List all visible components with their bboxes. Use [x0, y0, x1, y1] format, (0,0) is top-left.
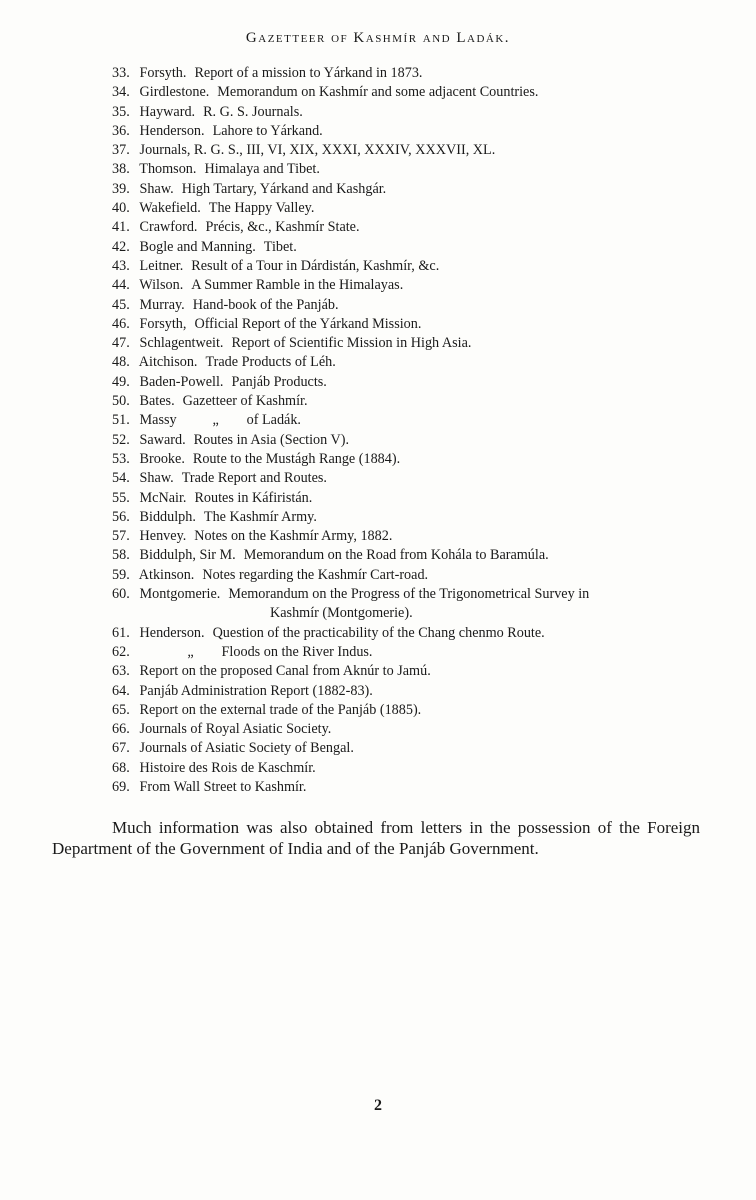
reference-item [112, 739, 712, 758]
closing-paragraph: Much information was also obtained from letters in the possession of the Foreign Department of the Government of India and of the Panjáb Government. [52, 818, 700, 858]
reference-title: Memorandum on Kashmír and some adjacent Countries. [217, 84, 539, 101]
reference-number: 65. [112, 701, 130, 718]
reference-author: Crawford. [139, 219, 198, 236]
reference-title: Gazetteer of Kashmír. [182, 393, 308, 410]
reference-number: 35. [112, 103, 130, 120]
reference-author: Biddulph, Sir M. [139, 547, 236, 564]
reference-number: 44. [112, 277, 130, 294]
reference-author: Journals of Asiatic Society of Bengal. [139, 740, 354, 757]
reference-title: Hand-book of the Panjáb. [192, 296, 339, 313]
reference-item [112, 315, 712, 334]
reference-title: Lahore to Yárkand. [212, 122, 323, 139]
reference-title: Official Report of the Yárkand Mission. [194, 315, 422, 332]
reference-number: 67. [112, 740, 130, 757]
reference-title: Précis, &c., Kashmír State. [205, 219, 360, 236]
reference-number: 54. [112, 470, 130, 487]
reference-number: 61. [112, 624, 130, 641]
reference-title: of Ladák. [246, 412, 301, 429]
reference-author: Schlagentweit. [139, 335, 224, 352]
reference-title: Himalaya and Tibet. [204, 161, 320, 178]
reference-author: Massy [139, 412, 177, 429]
reference-author: Leitner. [139, 257, 184, 274]
reference-item [112, 759, 712, 778]
reference-title: A Summer Ramble in the Himalayas. [191, 277, 404, 294]
reference-item [112, 662, 712, 681]
reference-author: Biddulph. [139, 508, 196, 525]
reference-author: From Wall Street to Kashmír. [139, 778, 307, 795]
reference-item [112, 508, 712, 527]
reference-item [112, 160, 712, 179]
reference-number: 63. [112, 663, 130, 680]
reference-item [112, 682, 712, 701]
reference-author: Panjáb Administration Report (1882-83). [139, 682, 373, 699]
page-number: 2 [374, 1097, 382, 1114]
reference-author: Henderson. [139, 624, 205, 641]
reference-number: 41. [112, 219, 130, 236]
reference-author: Bogle and Manning. [139, 238, 256, 255]
reference-title: High Tartary, Yárkand and Kashgár. [181, 180, 387, 197]
reference-number: 36. [112, 122, 130, 139]
reference-item [112, 469, 712, 488]
reference-item [112, 122, 712, 141]
reference-title: Route to the Mustágh Range (1884). [192, 450, 401, 467]
reference-author: Brooke. [139, 450, 185, 467]
reference-author: Shaw. [139, 470, 174, 487]
reference-title: R. G. S. Journals. [203, 103, 303, 120]
reference-number: 39. [112, 180, 130, 197]
reference-item [112, 585, 712, 624]
reference-item [112, 180, 712, 199]
reference-author: Wakefield. [139, 200, 201, 217]
reference-title: Trade Report and Routes. [181, 470, 327, 487]
reference-number: 47. [112, 335, 130, 352]
reference-author: Saward. [139, 431, 186, 448]
reference-author: Henderson. [139, 122, 205, 139]
reference-number: 60. [112, 586, 130, 603]
reference-author: Girdlestone. [139, 84, 210, 101]
reference-number: 34. [112, 84, 130, 101]
ditto-mark: „ [187, 643, 194, 660]
reference-number: 33. [112, 65, 130, 81]
reference-author: Bates. [139, 393, 175, 410]
reference-title: Question of the practicability of the Chang chenmo Route. [212, 624, 545, 641]
reference-item [112, 566, 712, 585]
reference-title: Routes in Asia (Section V). [193, 431, 350, 448]
reference-item [112, 489, 712, 508]
reference-item [112, 199, 712, 218]
reference-number: 38. [112, 161, 130, 178]
reference-author: Henvey. [139, 528, 187, 545]
reference-author: Forsyth, [139, 315, 187, 332]
reference-number: 58. [112, 547, 130, 564]
reference-author: Report on the external trade of the Panjáb (1885). [139, 701, 422, 718]
reference-item [112, 276, 712, 295]
reference-number: 50. [112, 393, 130, 410]
reference-item [112, 431, 712, 450]
reference-number: 51. [112, 412, 130, 429]
reference-number: 53. [112, 450, 130, 467]
reference-title: Trade Products of Léh. [205, 354, 336, 371]
reference-title: The Kashmír Army. [203, 508, 317, 525]
reference-number: 66. [112, 721, 130, 738]
reference-number: 69. [112, 778, 130, 795]
reference-author: McNair. [139, 489, 187, 506]
reference-author: Wilson. [139, 277, 184, 294]
reference-title: Memorandum on the Road from Kohála to Baramúla. [243, 547, 549, 564]
reference-title: Floods on the River Indus. [221, 643, 373, 660]
reference-item [112, 353, 712, 372]
running-head: Gazetteer of Kashmír and Ladák. [245, 30, 511, 46]
reference-item [112, 527, 712, 546]
reference-item [112, 778, 712, 797]
reference-number: 55. [112, 489, 130, 506]
reference-item [112, 334, 712, 353]
reference-author: Thomson. [139, 161, 197, 178]
reference-title: Panjáb Products. [231, 373, 327, 390]
reference-item [112, 141, 712, 160]
reference-item [112, 218, 712, 237]
reference-number: 68. [112, 759, 130, 776]
reference-author: Murray. [139, 296, 185, 313]
reference-item [112, 624, 712, 643]
reference-item [112, 701, 712, 720]
reference-number: 46. [112, 315, 130, 332]
reference-number: 49. [112, 373, 130, 390]
reference-title: Memorandum on the Progress of the Trigonometrical Survey in [228, 586, 590, 603]
reference-title: Routes in Káfiristán. [194, 489, 313, 506]
reference-item [112, 238, 712, 257]
reference-number: 59. [112, 566, 130, 583]
reference-number: 40. [112, 200, 130, 217]
reference-item [112, 411, 712, 430]
reference-number: 64. [112, 682, 130, 699]
reference-number: 57. [112, 528, 130, 545]
reference-number: 56. [112, 508, 130, 525]
reference-title: Notes on the Kashmír Army, 1882. [194, 528, 393, 545]
reference-number: 42. [112, 238, 130, 255]
ditto-mark: „ [212, 412, 219, 429]
reference-list [112, 64, 712, 797]
reference-item [112, 257, 712, 276]
reference-title: Result of a Tour in Dárdistán, Kashmír, &c. [191, 257, 440, 274]
reference-author: Journals of Royal Asiatic Society. [139, 721, 332, 738]
reference-item [112, 103, 712, 122]
reference-title: Report of a mission to Yárkand in 1873. [194, 65, 423, 81]
reference-number: 52. [112, 431, 130, 448]
reference-item [112, 643, 712, 662]
reference-author: Journals, R. G. S., III, VI, XIX, XXXI, XXXIV, XXXVII, XL. [139, 142, 496, 159]
reference-author: Histoire des Rois de Kaschmír. [139, 759, 316, 776]
reference-author: Hayward. [139, 103, 196, 120]
reference-item [112, 546, 712, 565]
reference-title-continuation: Kashmír (Montgomerie). [270, 605, 413, 622]
reference-item [112, 720, 712, 739]
reference-number: 45. [112, 296, 130, 313]
reference-author: Atkinson. [138, 566, 195, 583]
reference-title: Tibet. [263, 238, 297, 255]
reference-item [112, 450, 712, 469]
reference-title: Notes regarding the Kashmír Cart-road. [202, 566, 429, 583]
reference-title: The Happy Valley. [208, 200, 315, 217]
reference-number: 43. [112, 257, 130, 274]
reference-author: Forsyth. [139, 65, 187, 81]
reference-author: Aitchison. [138, 354, 198, 371]
reference-author: Shaw. [139, 180, 174, 197]
reference-item [112, 392, 712, 411]
reference-number: 62. [112, 643, 130, 660]
reference-author: Montgomerie. [139, 586, 221, 603]
reference-number: 37. [112, 142, 130, 159]
reference-number: 48. [112, 354, 130, 371]
reference-item [112, 83, 712, 102]
reference-author: Report on the proposed Canal from Aknúr to Jamú. [139, 663, 431, 680]
reference-item [112, 64, 712, 83]
reference-author: Baden-Powell. [139, 373, 224, 390]
reference-item [112, 373, 712, 392]
reference-item [112, 296, 712, 315]
reference-title: Report of Scientific Mission in High Asia. [231, 335, 472, 352]
